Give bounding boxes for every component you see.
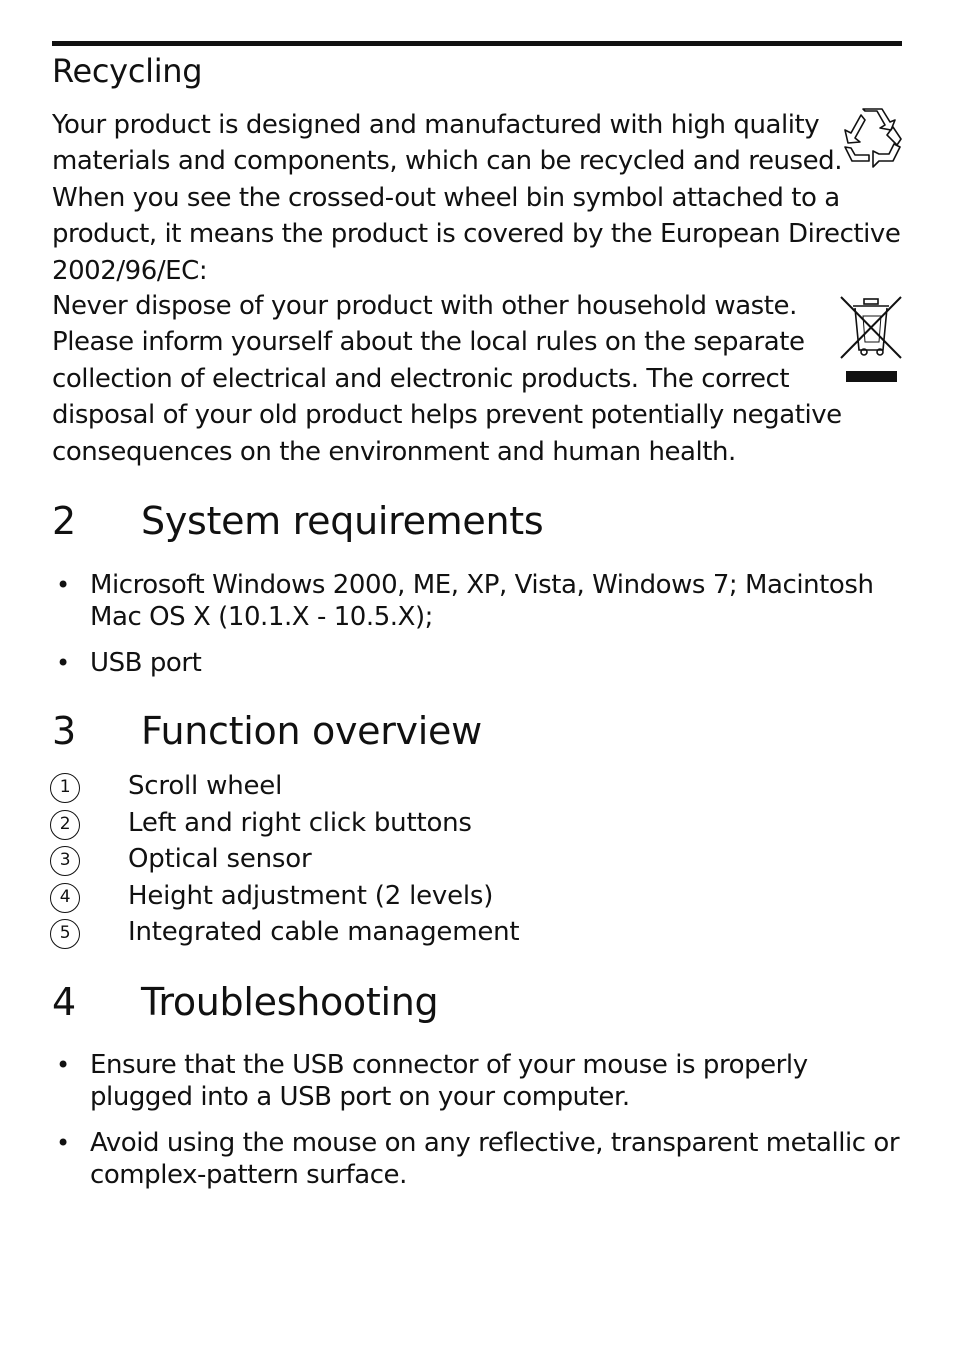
text-line: 2002/96/EC:	[52, 255, 208, 286]
bullet-icon: •	[56, 1129, 70, 1157]
list-item	[52, 1049, 899, 1113]
text-line: Please inform yourself about the local rules on the separate	[52, 327, 805, 358]
section-heading-troubleshooting	[52, 980, 852, 1028]
system-requirements-list	[52, 569, 874, 679]
list-item	[52, 647, 874, 679]
circled-number-icon: 3	[50, 846, 80, 876]
bullet-icon: •	[56, 571, 70, 599]
bullet-icon: •	[56, 1051, 70, 1079]
function-label: Height adjustment (2 levels)	[128, 880, 494, 911]
crossed-out-bin-icon	[837, 294, 905, 386]
text-line: Avoid using the mouse on any reflective, transparent metallic or	[90, 1128, 900, 1158]
text-line: Never dispose of your product with other household waste.	[52, 291, 797, 321]
text-line: plugged into a USB port on your computer.	[90, 1082, 630, 1112]
section-number: 3	[52, 709, 76, 753]
section-number: 2	[52, 499, 76, 543]
recycling-paragraph-1	[52, 107, 900, 289]
function-label: Left and right click buttons	[128, 807, 472, 838]
section-heading-system-requirements	[52, 499, 852, 547]
recycling-paragraph-2	[52, 288, 842, 470]
recycle-icon	[839, 107, 903, 169]
recycling-heading: Recycling	[52, 52, 203, 90]
section-heading-function-overview	[52, 709, 852, 757]
section-title: Function overview	[141, 709, 482, 753]
circled-number-icon: 2	[50, 810, 80, 840]
text-line: Your product is designed and manufactured with high quality	[52, 110, 820, 140]
circled-number-icon: 4	[50, 883, 80, 913]
list-item	[52, 569, 874, 633]
top-divider	[52, 41, 902, 46]
circled-number-icon: 5	[50, 919, 80, 949]
function-label: Optical sensor	[128, 844, 312, 875]
troubleshooting-list	[52, 1049, 899, 1191]
text-line: When you see the crossed-out wheel bin symbol attached to a	[52, 182, 840, 213]
section-number: 4	[52, 980, 76, 1024]
text-line: product, it means the product is covered by the European Directive	[52, 219, 901, 250]
function-label: Integrated cable management	[128, 917, 520, 948]
circled-number-icon: 1	[50, 773, 80, 803]
function-label: Scroll wheel	[128, 771, 283, 801]
text-line: materials and components, which can be recycled and reused.	[52, 146, 843, 177]
list-item	[52, 1127, 899, 1191]
section-title: System requirements	[141, 499, 544, 543]
text-line: collection of electrical and electronic products. The correct	[52, 363, 790, 394]
text-line: USB port	[90, 648, 202, 678]
section-title: Troubleshooting	[141, 980, 439, 1024]
text-line: Microsoft Windows 2000, ME, XP, Vista, Windows 7; Macintosh	[90, 570, 874, 600]
bullet-icon: •	[56, 649, 70, 677]
text-line: Ensure that the USB connector of your mouse is properly	[90, 1050, 808, 1080]
text-line: complex-pattern surface.	[90, 1160, 407, 1190]
text-line: disposal of your old product helps prevent potentially negative	[52, 400, 842, 431]
text-line: Mac OS X (10.1.X - 10.5.X);	[90, 602, 433, 632]
text-line: consequences on the environment and human health.	[52, 436, 736, 467]
